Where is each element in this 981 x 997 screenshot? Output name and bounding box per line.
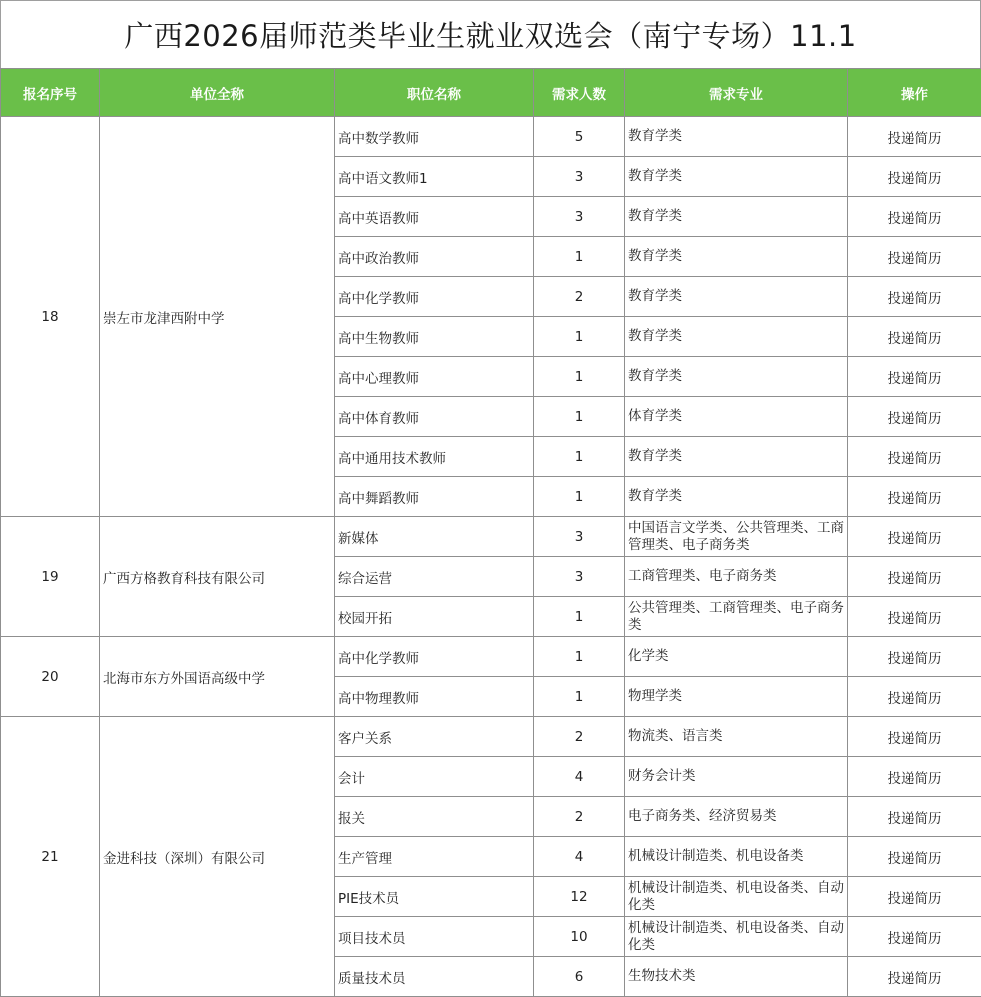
submit-resume-button[interactable]: 投递简历 (848, 917, 981, 957)
major-cell: 教育学类 (625, 477, 848, 517)
major-cell: 教育学类 (625, 357, 848, 397)
table-row (1, 517, 981, 557)
position-cell: 高中语文教师1 (335, 157, 534, 197)
major-cell: 机械设计制造类、机电设备类 (625, 837, 848, 877)
position-cell: 高中通用技术教师 (335, 437, 534, 477)
position-cell: 新媒体 (335, 517, 534, 557)
organization-cell: 广西方格教育科技有限公司 (100, 517, 335, 637)
position-cell: 质量技术员 (335, 957, 534, 997)
major-cell: 教育学类 (625, 277, 848, 317)
major-cell: 生物技术类 (625, 957, 848, 997)
major-cell: 化学类 (625, 637, 848, 677)
position-cell: 综合运营 (335, 557, 534, 597)
submit-resume-button[interactable]: 投递简历 (848, 717, 981, 757)
count-cell: 1 (534, 477, 625, 517)
submit-resume-button[interactable]: 投递简历 (848, 317, 981, 357)
submit-resume-button[interactable]: 投递简历 (848, 357, 981, 397)
submit-resume-button[interactable]: 投递简历 (848, 797, 981, 837)
count-cell: 3 (534, 557, 625, 597)
submit-resume-button[interactable]: 投递简历 (848, 637, 981, 677)
count-cell: 1 (534, 237, 625, 277)
major-cell: 教育学类 (625, 117, 848, 157)
count-cell: 4 (534, 757, 625, 797)
position-cell: 高中数学教师 (335, 117, 534, 157)
header-registration-no: 报名序号 (1, 69, 100, 117)
submit-resume-button[interactable]: 投递简历 (848, 517, 981, 557)
count-cell: 1 (534, 637, 625, 677)
major-cell: 财务会计类 (625, 757, 848, 797)
header-position: 职位名称 (335, 69, 534, 117)
submit-resume-button[interactable]: 投递简历 (848, 197, 981, 237)
page-title: 广西2026届师范类毕业生就业双选会（南宁专场）11.1 (0, 0, 981, 68)
submit-resume-button[interactable]: 投递简历 (848, 757, 981, 797)
major-cell: 电子商务类、经济贸易类 (625, 797, 848, 837)
registration-no-cell: 20 (1, 637, 100, 717)
count-cell: 4 (534, 837, 625, 877)
submit-resume-button[interactable]: 投递简历 (848, 877, 981, 917)
header-major: 需求专业 (625, 69, 848, 117)
submit-resume-button[interactable]: 投递简历 (848, 437, 981, 477)
count-cell: 5 (534, 117, 625, 157)
count-cell: 12 (534, 877, 625, 917)
registration-no-cell: 18 (1, 117, 100, 517)
count-cell: 6 (534, 957, 625, 997)
major-cell: 教育学类 (625, 437, 848, 477)
position-cell: 高中政治教师 (335, 237, 534, 277)
count-cell: 10 (534, 917, 625, 957)
position-cell: 高中物理教师 (335, 677, 534, 717)
count-cell: 2 (534, 717, 625, 757)
position-cell: 高中英语教师 (335, 197, 534, 237)
major-cell: 教育学类 (625, 197, 848, 237)
major-cell: 公共管理类、工商管理类、电子商务类 (625, 597, 848, 637)
major-cell: 中国语言文学类、公共管理类、工商管理类、电子商务类 (625, 517, 848, 557)
major-cell: 教育学类 (625, 237, 848, 277)
position-cell: 项目技术员 (335, 917, 534, 957)
major-cell: 机械设计制造类、机电设备类、自动化类 (625, 877, 848, 917)
job-table (0, 68, 981, 997)
position-cell: 报关 (335, 797, 534, 837)
major-cell: 物理学类 (625, 677, 848, 717)
table-row (1, 117, 981, 157)
registration-no-cell: 19 (1, 517, 100, 637)
position-cell: 高中心理教师 (335, 357, 534, 397)
header-count: 需求人数 (534, 69, 625, 117)
submit-resume-button[interactable]: 投递简历 (848, 677, 981, 717)
submit-resume-button[interactable]: 投递简历 (848, 957, 981, 997)
count-cell: 1 (534, 597, 625, 637)
position-cell: 客户关系 (335, 717, 534, 757)
table-row (1, 637, 981, 677)
header-action: 操作 (848, 69, 981, 117)
organization-cell: 崇左市龙津西附中学 (100, 117, 335, 517)
submit-resume-button[interactable]: 投递简历 (848, 557, 981, 597)
position-cell: 高中舞蹈教师 (335, 477, 534, 517)
table-header-row (1, 69, 981, 117)
major-cell: 教育学类 (625, 317, 848, 357)
major-cell: 物流类、语言类 (625, 717, 848, 757)
position-cell: 生产管理 (335, 837, 534, 877)
count-cell: 1 (534, 397, 625, 437)
submit-resume-button[interactable]: 投递简历 (848, 237, 981, 277)
submit-resume-button[interactable]: 投递简历 (848, 837, 981, 877)
count-cell: 1 (534, 677, 625, 717)
count-cell: 1 (534, 437, 625, 477)
registration-no-cell: 21 (1, 717, 100, 997)
header-organization: 单位全称 (100, 69, 335, 117)
count-cell: 1 (534, 317, 625, 357)
position-cell: 高中生物教师 (335, 317, 534, 357)
major-cell: 工商管理类、电子商务类 (625, 557, 848, 597)
major-cell: 机械设计制造类、机电设备类、自动化类 (625, 917, 848, 957)
position-cell: 校园开拓 (335, 597, 534, 637)
count-cell: 1 (534, 357, 625, 397)
major-cell: 体育学类 (625, 397, 848, 437)
count-cell: 3 (534, 517, 625, 557)
position-cell: 高中化学教师 (335, 637, 534, 677)
organization-cell: 金进科技（深圳）有限公司 (100, 717, 335, 997)
position-cell: 会计 (335, 757, 534, 797)
submit-resume-button[interactable]: 投递简历 (848, 157, 981, 197)
table-body (1, 117, 981, 997)
position-cell: 高中化学教师 (335, 277, 534, 317)
count-cell: 3 (534, 157, 625, 197)
position-cell: 高中体育教师 (335, 397, 534, 437)
submit-resume-button[interactable]: 投递简历 (848, 397, 981, 437)
organization-cell: 北海市东方外国语高级中学 (100, 637, 335, 717)
submit-resume-button[interactable]: 投递简历 (848, 597, 981, 637)
submit-resume-button[interactable]: 投递简历 (848, 117, 981, 157)
count-cell: 2 (534, 277, 625, 317)
table-row (1, 717, 981, 757)
count-cell: 3 (534, 197, 625, 237)
count-cell: 2 (534, 797, 625, 837)
submit-resume-button[interactable]: 投递简历 (848, 277, 981, 317)
position-cell: PIE技术员 (335, 877, 534, 917)
submit-resume-button[interactable]: 投递简历 (848, 477, 981, 517)
major-cell: 教育学类 (625, 157, 848, 197)
